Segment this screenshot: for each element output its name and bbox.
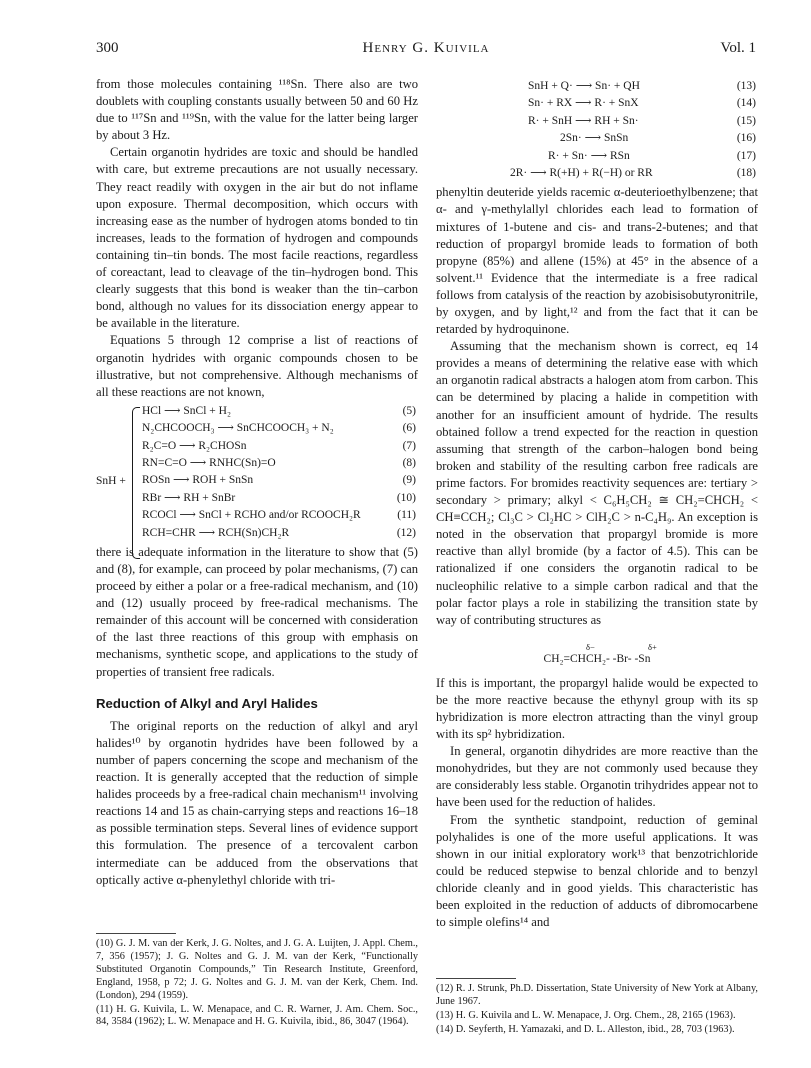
equation: N₂CHCOOCH₃ ⟶ SnCHCOOCH₃ + N₂ (6)	[142, 422, 416, 435]
delta-minus: δ−	[586, 641, 595, 652]
paragraph: In general, organotin dihydrides are more reactive than the monohydrides, but they are not commonly used because they are considerably less stable. Organotin trihydrides appear not to have been used for the reduction of halides.	[436, 744, 758, 810]
footnote: (10) G. J. M. van der Kerk, J. G. Noltes, and J. G. A. Luijten, J. Appl. Chem., 7, 356 (1957); J. G. Noltes and G. J. M. van der Kerk, “Functionally Substituted Organotin Compounds,” Tin Research Institute, Greenford, England, 1958, p 72; J. G. Noltes and G. J. M. van der Kerk, Chem. Ind. (London), 294 (1959).	[96, 938, 418, 1001]
equation: RBr ⟶ RH + SnBr (10)	[142, 491, 416, 504]
footnote: (12) R. J. Strunk, Ph.D. Dissertation, State University of New York at Albany, June 1967.	[436, 983, 758, 1007]
paragraph: phenyltin deuteride yields racemic α-deuterioethylbenzene; that α- and γ-methylallyl chlorides each lead to formation of mixtures of 1-butene and cis- and trans-2-butenes; and that reduction of propargyl bromide leads to formation of both propyne (85%) and allene (15%) at 45° in the absence of a solvent.¹¹ Evidence that the intermediate is a free radical follows from catalysis of the reaction by azobisisobutyronitrile, by oxygen, and by light,¹² and from the fact that it can be retarded by hydroquinone.	[436, 185, 758, 337]
footnotes-right	[436, 983, 758, 1038]
footnote: (11) H. G. Kuivila, L. W. Menapace, and C. R. Warner, J. Am. Chem. Soc., 84, 3584 (1962); L. W. Menapace and H. G. Kuivila, ibid., 86, 3047 (1964).	[96, 1003, 418, 1028]
running-title: Henry G. Kuivila	[362, 40, 490, 56]
equation: Sn· + RX ⟶ R· + SnX (14)	[528, 97, 756, 110]
paragraph: Assuming that the mechanism shown is correct, eq 14 provides a means of determining the relative ease with which an organotin radical abstracts a halogen atom from carbon. This can be determined by placing a halide in competition with another for an insufficient amount of hydride. The results obtained follow a trend expected for the reaction in question assuming that strength of the carbon–halogen bond being broken and stability of the resulting carbon free radicals are prime factors. For bromides reactivity sequences are: tertiary > secondary > primary; alkyl < C₆H₅CH₂ ≅ CH₂=CHCH₂ < CH≡CCH₂; Cl₃C > Cl₂HC > ClH₂C > n-C₄H₉. An exception is noted in the observation that propargyl bromide is more reactive than allyl bromide (by a factor of 4.5). This can be rationalized if one considers the organotin radical to be nucleophilic relative to a simple carbon radical and that the polar factor plays a role in stabilizing the transition state by way of contributing structures as	[436, 339, 758, 627]
structure-formula: CH₂=CHCH₂- -Br- -Sn	[543, 652, 651, 665]
paragraph: The original reports on the reduction of alkyl and aryl halides¹⁰ by organotin hydrides have been followed by a number of papers concerning the scope and mechanism of the reaction. It is generally accepted that the reduction of simple halides proceeds by a free-radical chain mechanism¹¹ involving reactions 14 and 15 as chain-carrying steps and reactions 16–18 as possible termination steps. Several lines of evidence support this formulation. The presence of a tercovalent carbon intermediate can be adduced from the observations that optically active α-phenylethyl chloride with tri-	[96, 718, 418, 887]
page-header	[96, 40, 756, 60]
paragraph: From the synthetic standpoint, reduction of geminal polyhalides is one of the more useful applications. It was shown in our initial exploratory work¹³ that benzotrichloride could be reduced stepwise to benzal chloride and to benzyl chloride cleanly and in good yields. This characteristic has been exploited in the reduction of adducts of dibromocarbene to simple olefins¹⁴ and	[436, 812, 758, 930]
paragraph: Equations 5 through 12 comprise a list of reactions of organotin hydrides with organic compounds chosen to be illustrative, but not comprehensive. Although mechanisms of all these reactions are not known,	[96, 333, 418, 399]
volume-label: Vol. 1	[720, 40, 756, 56]
footnote-rule	[96, 933, 176, 934]
equation-list-5-12	[96, 403, 418, 542]
equation: RN=C=O ⟶ RNHC(Sn)=O (8)	[142, 456, 416, 469]
equation-prefix: SnH +	[96, 474, 126, 487]
right-column	[436, 76, 758, 931]
equation: 2R· ⟶ R(+H) + R(−H) or RR (18)	[510, 166, 756, 179]
paragraph: If this is important, the propargyl halide would be expected to be the more reactive because the ethynyl group with its sp hybridization is more electron attracting than the vinyl group with its sp² hybridization.	[436, 675, 758, 742]
section-heading: Reduction of Alkyl and Aryl Halides	[96, 695, 318, 711]
paragraph: Certain organotin hydrides are toxic and should be handled with care, but extreme precautions are not usually necessary. They react readily with oxygen in the air but do not inflame upon exposure. Thermal decomposition, which occurs with increasing ease as the number of hydrogen atoms bonded to tin increases, leads to the formation of hydrogen and compounds containing tin–tin bonds. The most facile reactions, regardless of coreactant, lead to cleavage of the tin–hydrogen bond. This clearly suggests that this bond is weaker than the tin–carbon bond, although no values for its dissociation energy appear to be available in the literature.	[96, 145, 418, 331]
equation: ROSn ⟶ ROH + SnSn (9)	[142, 474, 416, 487]
left-column	[96, 76, 418, 889]
equation: R₂C=O ⟶ R₂CHOSn (7)	[142, 439, 416, 452]
equation: R· + Sn· ⟶ RSn (17)	[548, 149, 756, 162]
transition-state-structure	[436, 639, 758, 669]
footnote-rule	[436, 978, 516, 979]
equation: RCH=CHR ⟶ RCH(Sn)CH₂R (12)	[142, 526, 416, 539]
delta-plus: δ+	[648, 641, 657, 652]
equation: R· + SnH ⟶ RH + Sn· (15)	[528, 114, 756, 127]
equation: 2Sn· ⟶ SnSn (16)	[560, 132, 756, 145]
footnote: (14) D. Seyferth, H. Yamazaki, and D. L. Alleston, ibid., 28, 703 (1963).	[436, 1023, 735, 1035]
equation: RCOCl ⟶ SnCl + RCHO and/or RCOOCH₂R (11)	[142, 509, 416, 522]
footnote: (13) H. G. Kuivila and L. W. Menapace, J. Org. Chem., 28, 2165 (1963).	[436, 1009, 736, 1021]
equation-list-13-18	[436, 78, 758, 182]
equation: HCl ⟶ SnCl + H₂ (5)	[142, 404, 416, 417]
equation: SnH + Q· ⟶ Sn· + QH (13)	[528, 80, 756, 92]
paragraph: from those molecules containing ¹¹⁸Sn. There also are two doublets with coupling constants usually between 50 and 60 Hz due to ¹¹⁷Sn and ¹¹⁹Sn, with the value for the latter being larger by about 3 Hz.	[96, 77, 418, 143]
paragraph: there is adequate information in the literature to show that (5) and (8), for example, can proceed by polar mechanisms, (7) can proceed by either a polar or a free-radical mechanism, and (10) and (12) usually proceed by free-radical mechanisms. The remainder of this account will be concerned with consideration of the last three reactions of this group with emphasis on mechanisms, synthetic scope, and applications to the study of properties of transient free radicals.	[96, 544, 418, 679]
page-number: 300	[96, 40, 119, 56]
footnotes-left	[96, 938, 418, 1030]
